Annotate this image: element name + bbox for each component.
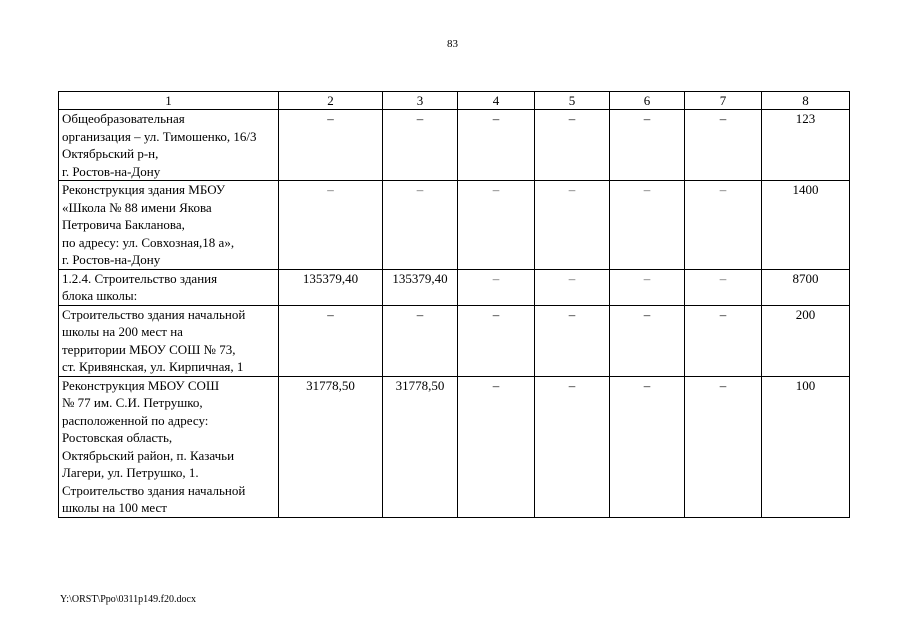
table-cell: 1400 [762,181,850,270]
row-name-cell: Общеобразовательная организация – ул. Тимошенко, 16/3 Октябрьский р-н, г. Ростов-на-Дону [59,110,279,181]
column-header-8: 8 [762,92,850,110]
table-cell: – [535,269,610,305]
table-row [59,305,850,376]
table-cell: – [279,181,383,270]
column-header-6: 6 [610,92,685,110]
table-cell: – [535,376,610,517]
column-header-7: 7 [685,92,762,110]
table-cell: – [383,181,458,270]
table-cell: 123 [762,110,850,181]
table-cell: – [685,269,762,305]
table-cell: – [458,376,535,517]
table-cell: – [383,110,458,181]
table-row [59,181,850,270]
row-name-cell: Реконструкция МБОУ СОШ № 77 им. С.И. Петрушко, расположенной по адресу: Ростовская область, Октябрьский район, п. Казачьи Лагери, ул. Петрушко, 1. Строительство здания начальной школы на 100 мест [59,376,279,517]
table-cell: – [610,110,685,181]
column-header-3: 3 [383,92,458,110]
footer-file-path: Y:\ORST\Ppo\0311p149.f20.docx [60,594,196,605]
table-cell: – [610,305,685,376]
table-cell: – [535,305,610,376]
table-cell: – [685,305,762,376]
table-cell: – [610,376,685,517]
table-cell: – [279,305,383,376]
table-cell: – [279,110,383,181]
table-cell: 135379,40 [279,269,383,305]
row-name-cell: Строительство здания начальной школы на 200 мест на территории МБОУ СОШ № 73, ст. Кривянская, ул. Кирпичная, 1 [59,305,279,376]
table-cell: – [458,305,535,376]
table-row [59,376,850,517]
table-cell: – [383,305,458,376]
table-cell: – [535,110,610,181]
table-cell: 135379,40 [383,269,458,305]
page-number: 83 [447,38,458,50]
table-cell: – [685,110,762,181]
table-cell: – [458,269,535,305]
table-cell: – [458,110,535,181]
table-cell: 8700 [762,269,850,305]
column-header-1: 1 [59,92,279,110]
column-header-2: 2 [279,92,383,110]
data-table [58,91,850,518]
table-header-row [59,92,850,110]
row-name-cell: Реконструкция здания МБОУ «Школа № 88 имени Якова Петровича Бакланова, по адресу: ул. Совхозная,18 а», г. Ростов-на-Дону [59,181,279,270]
table-cell: – [685,181,762,270]
table-row [59,110,850,181]
table-cell: – [535,181,610,270]
row-name-cell: 1.2.4. Строительство здания блока школы: [59,269,279,305]
table-cell: 31778,50 [383,376,458,517]
column-header-4: 4 [458,92,535,110]
column-header-5: 5 [535,92,610,110]
table-cell: – [610,181,685,270]
table-cell: – [685,376,762,517]
table-row [59,269,850,305]
table-cell: 31778,50 [279,376,383,517]
table-cell: 100 [762,376,850,517]
table-cell: 200 [762,305,850,376]
table-cell: – [610,269,685,305]
table-cell: – [458,181,535,270]
